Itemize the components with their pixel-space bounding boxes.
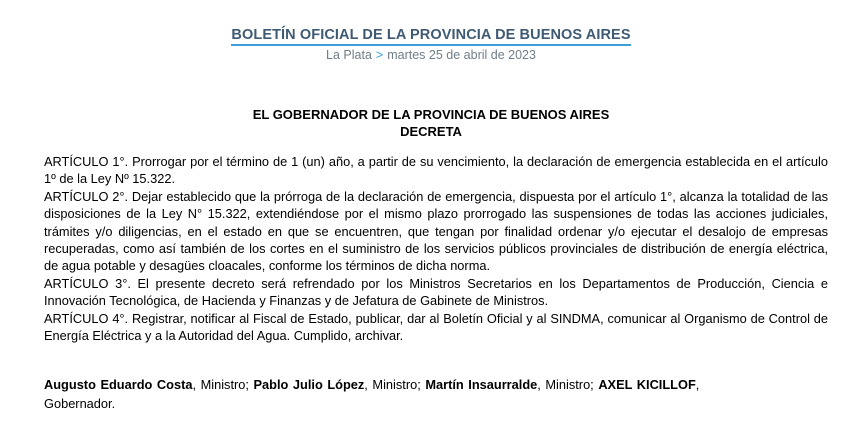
signatory-name: Pablo Julio López [253,377,365,392]
signatory-role: Ministro; [545,377,594,392]
signatory-role: Ministro; [372,377,421,392]
article-4: ARTÍCULO 4°. Registrar, notificar al Fiscal de Estado, publicar, dar al Boletín Oficial y al SINDMA, comunicar al Organismo de Control de Energía Eléctrica y a la Autoridad del Agua. Cumplido, archivar. [44,310,828,344]
dateline-separator-icon: > [375,48,384,62]
signatory-role: Ministro; [200,377,249,392]
decree-heading-decreta: DECRETA [400,124,462,139]
bulletin-dateline [0,48,862,62]
article-2: ARTÍCULO 2°. Dejar establecido que la prórroga de la declaración de emergencia, dispuesta por el artículo 1°, alcanza la totalidad de las disposiciones de la Ley N° 15.322, extendiéndose por el mismo plazo prorrogado las suspensiones de todas las acciones judiciales, trámites y/o diligencias, en el estado en que se encuentren, que tengan por finalidad ordenar y/o ejecutar el desalojo de empresas recuperadas, como así también de los cortes en el suministro de los servicios públicos provinciales de distribución de energía eléctrica, de agua potable y desagües cloacales, conforme los términos de dicha norma. [44,188,828,274]
bulletin-city: La Plata [326,48,372,62]
signatory-name: Augusto Eduardo Costa [44,377,193,392]
decree-articles [44,153,828,344]
bulletin-date: martes 25 de abril de 2023 [387,48,536,62]
signatory-name: Martín Insaurralde [425,377,538,392]
article-3: ARTÍCULO 3°. El presente decreto será refrendado por los Ministros Secretarios en los Departamentos de Producción, Ciencia e Innovación Tecnológica, de Hacienda y Finanzas y de Jefatura de Gabinete de Ministros. [44,275,828,309]
article-1: ARTÍCULO 1°. Prorrogar por el término de 1 (un) año, a partir de su vencimiento, la declaración de emergencia establecida en el artículo 1º de la Ley Nº 15.322. [44,154,828,187]
signatures: Augusto Eduardo Costa, Ministro; Pablo Julio López, Ministro; Martín Insaurralde, Ministro; AXEL KICILLOF, Gobernador. [44,377,700,411]
masthead [0,26,862,62]
signatory-name: AXEL KICILLOF [598,377,696,392]
decree-heading [0,106,862,140]
signatory-role: Gobernador. [44,396,116,411]
bulletin-title: BOLETÍN OFICIAL DE LA PROVINCIA DE BUENOS AIRES [231,27,630,46]
decree-heading-governor: EL GOBERNADOR DE LA PROVINCIA DE BUENOS AIRES [252,107,610,122]
